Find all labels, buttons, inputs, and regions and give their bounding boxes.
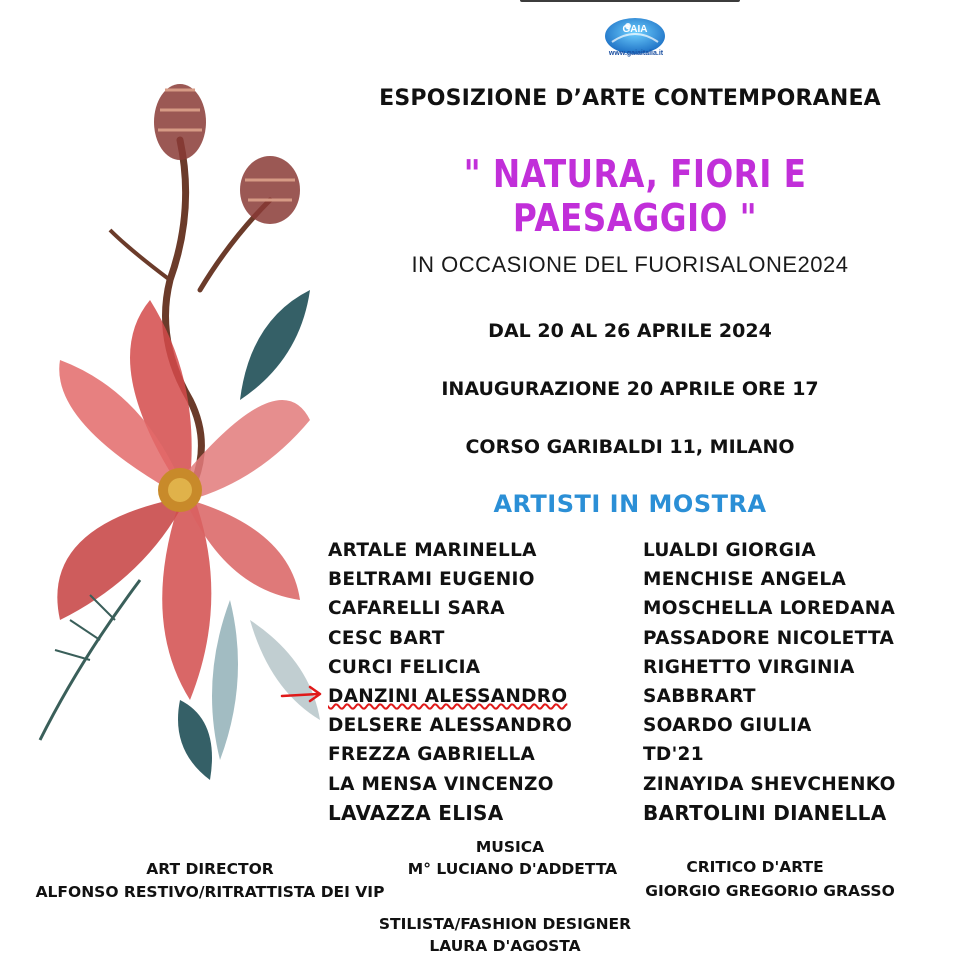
artist-name: SABBRART <box>643 685 756 707</box>
exhibition-address: CORSO GARIBALDI 11, MILANO <box>465 436 795 458</box>
logo-text: GAIA <box>622 24 648 35</box>
exhibition-title: " NATURA, FIORI E PAESAGGIO " <box>463 152 807 240</box>
artist-name: LUALDI GIORGIA <box>643 540 816 561</box>
occasion-line: IN OCCASIONE DEL FUORISALONE2024 <box>411 252 849 277</box>
artist-name: FREZZA GABRIELLA <box>328 744 536 766</box>
stylist-name: LAURA D'AGOSTA <box>429 937 581 955</box>
opening-info: INAUGURAZIONE 20 APRILE ORE 17 <box>441 378 819 400</box>
exhibition-headline: ESPOSIZIONE D’ARTE CONTEMPORANEA <box>379 86 881 111</box>
artist-name: CAFARELLI SARA <box>328 598 505 620</box>
music-name: M° LUCIANO D'ADDETTA <box>407 860 618 878</box>
artist-name: ARTALE MARINELLA <box>328 540 537 561</box>
art-director-label: ART DIRECTOR <box>146 860 274 878</box>
stylist-label: STILISTA/FASHION DESIGNER <box>378 915 632 933</box>
exhibition-dates: DAL 20 AL 26 APRILE 2024 <box>488 320 772 342</box>
red-arrow-icon <box>280 683 326 707</box>
artist-name: CURCI FELICIA <box>328 656 481 678</box>
artist-name: BELTRAMI EUGENIO <box>328 569 535 591</box>
cropped-top-text <box>500 0 760 6</box>
music-label: MUSICA <box>475 838 545 856</box>
artist-name: MENCHISE ANGELA <box>643 569 847 591</box>
artist-name: DELSERE ALESSANDRO <box>328 715 573 737</box>
watercolor-flower-illustration <box>20 60 320 780</box>
artist-name: ZINAYIDA SHEVCHENKO <box>643 773 896 795</box>
artist-name: BARTOLINI DIANELLA <box>643 800 887 825</box>
artist-list-right <box>643 536 953 828</box>
artist-name: LA MENSA VINCENZO <box>328 773 554 795</box>
artist-name: MOSCHELLA LOREDANA <box>643 598 896 620</box>
artist-list-left <box>328 536 638 828</box>
artists-heading: ARTISTI IN MOSTRA <box>493 490 767 518</box>
logo-url: www.gaiaitalia.it <box>608 50 664 57</box>
critic-name: GIORGIO GREGORIO GRASSO <box>645 882 895 900</box>
critic-label: CRITICO D'ARTE <box>686 858 824 876</box>
artist-name: PASSADORE NICOLETTA <box>643 627 895 649</box>
artist-name: TD'21 <box>643 744 704 766</box>
artist-name: RIGHETTO VIRGINIA <box>643 656 855 678</box>
art-director-name: ALFONSO RESTIVO/RITRATTISTA DEI VIP <box>35 883 385 901</box>
artist-name: SOARDO GIULIA <box>643 715 812 737</box>
artist-name-highlighted: DANZINI ALESSANDRO <box>328 685 568 707</box>
artist-name: LAVAZZA ELISA <box>328 800 504 825</box>
artist-name: CESC BART <box>328 627 445 649</box>
